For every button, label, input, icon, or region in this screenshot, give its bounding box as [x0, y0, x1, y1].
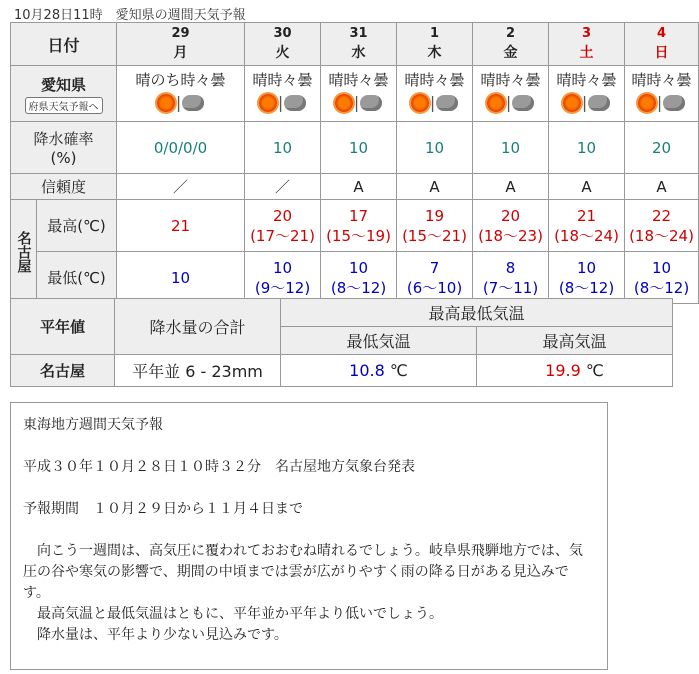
weather-icon	[397, 92, 472, 120]
precip-value: 10	[348, 139, 369, 157]
day-of-week: 木	[427, 45, 442, 61]
day-header	[625, 23, 699, 66]
precip-cell	[473, 122, 549, 174]
reliability-value: A	[505, 178, 516, 196]
day-number: 4	[656, 26, 667, 41]
weather-cell	[321, 66, 397, 122]
precip-cell	[549, 122, 625, 174]
separator-icon: |	[581, 93, 588, 112]
low-temp-value: 10	[651, 258, 672, 277]
high-temp-cell	[245, 200, 321, 252]
min-normal-cell	[281, 355, 477, 387]
summary-title: 東海地方週間天気予報	[23, 417, 163, 433]
day-header	[117, 23, 245, 66]
low-temp-cell	[397, 252, 473, 304]
sun-icon	[563, 94, 581, 112]
day-number: 29	[171, 26, 190, 41]
reliability-cell	[245, 174, 321, 200]
reliability-value: A	[581, 178, 592, 196]
day-of-week: 水	[351, 45, 366, 61]
reliability-value: A	[656, 178, 667, 196]
weather-text: 晴時々曇	[556, 71, 617, 89]
summary-issued: 平成３０年１０月２８日１０時３２分 名古屋地方気象台発表	[23, 459, 415, 475]
weather-text: 晴時々曇	[252, 71, 313, 89]
temp-title: 最高最低気温	[281, 299, 673, 327]
min-unit: ℃	[389, 361, 408, 380]
weather-cell	[625, 66, 699, 122]
day-of-week: 火	[275, 45, 290, 61]
separator-icon: |	[656, 93, 663, 112]
high-temp-cell	[397, 200, 473, 252]
cloud-icon	[182, 95, 204, 111]
low-temp-range: (8～12)	[633, 278, 690, 297]
high-temp-value: 21	[170, 216, 191, 235]
low-temp-value: 10	[170, 268, 191, 287]
weather-text: 晴のち時々曇	[135, 71, 226, 89]
precip-cell	[625, 122, 699, 174]
high-temp-value: 17	[348, 206, 369, 225]
precip-value: 10	[424, 139, 445, 157]
separator-icon: |	[277, 93, 284, 112]
precip-value: 10	[272, 139, 293, 157]
high-temp-cell	[473, 200, 549, 252]
reliability-cell	[473, 174, 549, 200]
summary-period: 予報期間 １０月２９日から１１月４日まで	[23, 501, 303, 517]
high-temp-value: 22	[651, 206, 672, 225]
low-temp-cell	[245, 252, 321, 304]
summary-body-1: 向こう一週間は、高気圧に覆われておおむね晴れるでしょう。岐阜県飛騨地方では、気圧の谷や寒気の影響で、期間の中頃までは雲が広がりやすく雨の降る日がある見込みです。	[23, 543, 583, 601]
weather-text: 晴時々曇	[480, 71, 541, 89]
high-temp-value: 20	[272, 206, 293, 225]
precip-value: 10	[500, 139, 521, 157]
day-header	[473, 23, 549, 66]
reliability-value: A	[353, 178, 364, 196]
weather-cell	[397, 66, 473, 122]
reliability-label: 信頼度	[11, 174, 117, 200]
low-temp-value: 10	[272, 258, 293, 277]
low-temp-cell	[625, 252, 699, 304]
weather-text: 晴時々曇	[328, 71, 389, 89]
day-number: 31	[349, 26, 368, 41]
low-temp-label: 最低(℃)	[37, 252, 117, 304]
weather-icon	[549, 92, 624, 120]
weather-icon	[117, 92, 244, 120]
low-temp-value: 7	[429, 258, 440, 277]
day-header	[549, 23, 625, 66]
weather-icon	[245, 92, 320, 120]
low-temp-range: (9～12)	[254, 278, 311, 297]
sun-icon	[259, 94, 277, 112]
high-temp-cell	[625, 200, 699, 252]
weather-text: 晴時々曇	[631, 71, 692, 89]
high-temp-label: 最高(℃)	[37, 200, 117, 252]
cloud-icon	[436, 95, 458, 111]
precip-cell	[321, 122, 397, 174]
precip-total-title: 降水量の合計	[115, 299, 281, 355]
high-temp-value: 21	[576, 206, 597, 225]
day-number: 1	[429, 26, 440, 41]
high-temp-range: (15～19)	[326, 226, 391, 245]
high-temp-value: 19	[424, 206, 445, 225]
forecast-summary	[10, 402, 608, 670]
cloud-icon	[284, 95, 306, 111]
sun-icon	[411, 94, 429, 112]
weather-icon	[473, 92, 548, 120]
day-header	[245, 23, 321, 66]
day-of-week: 金	[503, 45, 518, 61]
high-temp-value: 20	[500, 206, 521, 225]
weather-icon	[625, 92, 698, 120]
cloud-icon	[360, 95, 382, 111]
reliability-cell	[397, 174, 473, 200]
low-temp-value: 8	[505, 258, 516, 277]
separator-icon: |	[353, 93, 360, 112]
cloud-icon	[512, 95, 534, 111]
summary-body-3: 降水量は、平年より少ない見込みです。	[23, 627, 288, 643]
date-label: 日付	[11, 23, 117, 66]
weather-cell	[473, 66, 549, 122]
max-unit: ℃	[585, 361, 604, 380]
low-temp-range: (7～11)	[482, 278, 539, 297]
high-temp-range: (18～24)	[554, 226, 619, 245]
high-temp-range: (15～21)	[402, 226, 467, 245]
precip-label: 降水確率 (%)	[11, 122, 117, 174]
precip-value: 10	[576, 139, 597, 157]
precip-normal-value: 平年並 6 - 23mm	[115, 355, 281, 387]
sun-icon	[638, 94, 656, 112]
reliability-value: ／	[173, 178, 189, 196]
low-temp-range: (8～12)	[558, 278, 615, 297]
day-header	[397, 23, 473, 66]
high-temp-cell	[117, 200, 245, 252]
min-normal-value: 10.8	[349, 361, 385, 380]
sun-icon	[335, 94, 353, 112]
max-temp-title: 最高気温	[477, 327, 673, 355]
weekly-forecast-table	[10, 22, 699, 304]
high-temp-cell	[549, 200, 625, 252]
day-header	[321, 23, 397, 66]
normals-table	[10, 298, 673, 387]
low-temp-value: 10	[576, 258, 597, 277]
weather-cell	[245, 66, 321, 122]
region-label: 愛知県	[41, 75, 87, 94]
min-temp-title: 最低気温	[281, 327, 477, 355]
reliability-cell	[549, 174, 625, 200]
low-temp-cell	[549, 252, 625, 304]
separator-icon: |	[505, 93, 512, 112]
day-of-week: 日	[654, 45, 669, 61]
max-normal-cell	[477, 355, 673, 387]
normals-label: 平年値	[11, 299, 115, 355]
high-temp-range: (17～21)	[250, 226, 315, 245]
summary-body-2: 最高気温と最低気温はともに、平年並か平年より低いでしょう。	[23, 606, 443, 622]
cloud-icon	[588, 95, 610, 111]
precip-cell	[245, 122, 321, 174]
weather-cell	[549, 66, 625, 122]
low-temp-range: (8～12)	[330, 278, 387, 297]
high-temp-cell	[321, 200, 397, 252]
day-of-week: 土	[579, 45, 594, 61]
low-temp-cell	[321, 252, 397, 304]
low-temp-value: 10	[348, 258, 369, 277]
max-normal-value: 19.9	[545, 361, 581, 380]
weather-icon	[321, 92, 396, 120]
reliability-value: A	[429, 178, 440, 196]
separator-icon: |	[429, 93, 436, 112]
city-label: 名古屋	[11, 200, 37, 304]
normals-city: 名古屋	[11, 355, 115, 387]
region-cell	[11, 66, 117, 122]
precip-value: 0/0/0/0	[153, 139, 208, 157]
low-temp-cell	[117, 252, 245, 304]
reliability-cell	[625, 174, 699, 200]
sun-icon	[157, 94, 175, 112]
sun-icon	[487, 94, 505, 112]
day-number: 2	[505, 26, 516, 41]
separator-icon: |	[175, 93, 182, 112]
day-number: 30	[273, 26, 292, 41]
page-header: 10月28日11時 愛知県の週間天気予報	[14, 8, 246, 23]
weather-text: 晴時々曇	[404, 71, 465, 89]
high-temp-range: (18～23)	[478, 226, 543, 245]
low-temp-range: (6～10)	[406, 278, 463, 297]
pref-forecast-link[interactable]: 府県天気予報へ	[25, 97, 103, 114]
reliability-value: ／	[275, 178, 291, 196]
precip-cell	[117, 122, 245, 174]
day-of-week: 月	[173, 45, 188, 61]
precip-value: 20	[651, 139, 672, 157]
reliability-cell	[321, 174, 397, 200]
day-number: 3	[581, 26, 592, 41]
low-temp-cell	[473, 252, 549, 304]
precip-cell	[397, 122, 473, 174]
cloud-icon	[663, 95, 685, 111]
high-temp-range: (18～24)	[629, 226, 694, 245]
weather-cell	[117, 66, 245, 122]
reliability-cell	[117, 174, 245, 200]
